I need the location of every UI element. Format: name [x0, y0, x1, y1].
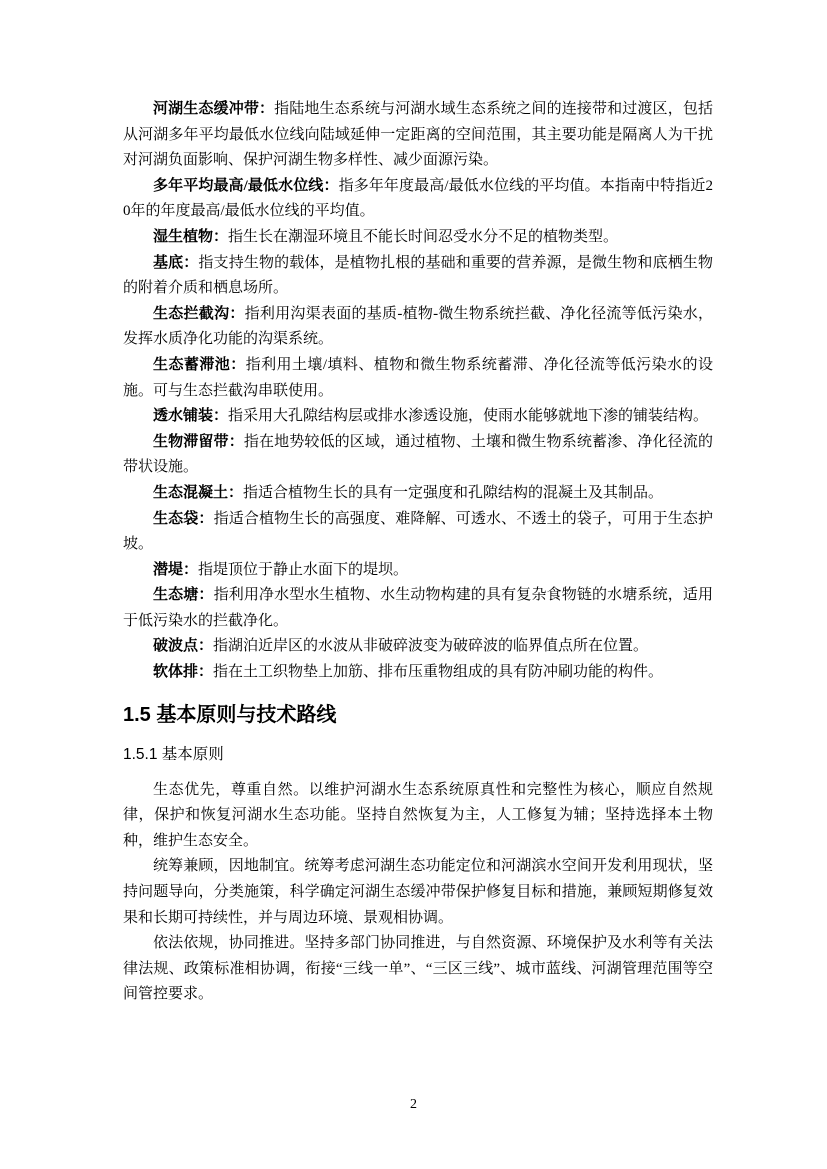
definition-term: 软体排： — [153, 664, 214, 681]
definition-text: 指采用大孔隙结构层或排水渗透设施，使雨水能够就地下渗的铺装结构。 — [228, 408, 709, 425]
definition-term: 生物滞留带： — [153, 433, 244, 450]
definition-paragraph — [123, 174, 713, 225]
definition-term: 生态混凝土： — [153, 484, 244, 501]
principle-paragraph: 依法依规，协同推进。坚持多部门协同推进，与自然资源、环境保护及水利等有关法律法规、政策标准相协调，衔接“三线一单”、“三区三线”、城市蓝线、河湖管理范围等空间管控要求。 — [123, 935, 713, 1003]
definition-paragraph — [123, 251, 713, 302]
definition-paragraph — [123, 97, 713, 174]
principle-paragraph: 统筹兼顾，因地制宜。统筹考虑河湖生态功能定位和河湖滨水空间开发利用现状，坚持问题导向，分类施策，科学确定河湖生态缓冲带保护修复目标和措施，兼顾短期修复效果和长期可持续性，并与周边环境、景观相协调。 — [123, 858, 713, 926]
definition-term: 多年平均最高/最低水位线： — [153, 177, 339, 194]
definition-text: 指利用净水型水生植物、水生动物构建的具有复杂食物链的水塘系统，适用于低污染水的拦截净化。 — [123, 587, 713, 629]
definition-term: 生态袋： — [153, 510, 214, 527]
definition-text: 指利用土壤/填料、植物和微生物系统蓄滞、净化径流等低污染水的设施。可与生态拦截沟串联使用。 — [123, 356, 713, 399]
section-heading: 1.5 基本原则与技术路线 — [123, 703, 337, 726]
definition-paragraph — [123, 302, 713, 353]
definition-paragraph — [123, 353, 713, 404]
page-content — [123, 97, 713, 1008]
definition-term: 生态拦截沟： — [153, 305, 245, 322]
definition-paragraph — [123, 634, 713, 660]
definition-text: 指湖泊近岸区的水波从非破碎波变为破碎波的临界值点所在位置。 — [213, 638, 649, 655]
principles-list — [123, 778, 713, 1008]
definition-term: 河湖生态缓冲带： — [153, 101, 275, 117]
definition-term: 生态蓄滞池： — [153, 356, 246, 373]
definition-paragraph — [123, 507, 713, 558]
definition-paragraph — [123, 430, 713, 481]
definition-paragraph — [123, 660, 713, 686]
definition-text: 指适合植物生长的具有一定强度和孔隙结构的混凝土及其制品。 — [243, 484, 664, 501]
definition-term: 破波点： — [153, 638, 214, 655]
definition-text: 指多年年度最高/最低水位线的平均值。本指南中特指近20年的年度最高/最低水位线的平均值。 — [123, 177, 713, 220]
definition-term: 基底： — [153, 254, 199, 271]
definition-term: 透水铺装： — [153, 408, 229, 425]
definition-term: 生态塘： — [153, 587, 214, 604]
definition-paragraph — [123, 558, 713, 584]
principle-paragraph: 生态优先，尊重自然。以维护河湖水生态系统原真性和完整性为核心，顺应自然规律，保护和恢复河湖水生态功能。坚持自然恢复为主，人工修复为辅；坚持选择本土物种，维护生态安全。 — [123, 781, 713, 849]
definition-text: 指在地势较低的区域，通过植物、土壤和微生物系统蓄渗、净化径流的带状设施。 — [123, 433, 713, 476]
definition-text: 指堤顶位于静止水面下的堤坝。 — [198, 561, 409, 578]
definition-text: 指支持生物的载体，是植物扎根的基础和重要的营养源，是微生物和底栖生物的附着介质和栖息场所。 — [123, 254, 713, 297]
page-number: 2 — [410, 1097, 417, 1112]
definition-text: 指利用沟渠表面的基质-植物-微生物系统拦截、净化径流等低污染水，发挥水质净化功能的沟渠系统。 — [123, 305, 713, 348]
definition-text: 指在土工织物垫上加筋、排布压重物组成的具有防冲刷功能的构件。 — [213, 664, 664, 681]
subsection-heading: 1.5.1 基本原则 — [123, 745, 224, 763]
definition-text: 指陆地生态系统与河湖水域生态系统之间的连接带和过渡区，包括从河湖多年平均最低水位线向陆域延伸一定距离的空间范围，其主要功能是隔离人为干扰对河湖负面影响、保护河湖生物多样性、减少面源污染。 — [123, 101, 713, 169]
definition-text: 指适合植物生长的高强度、难降解、可透水、不透土的袋子，可用于生态护坡。 — [123, 510, 713, 553]
definition-term: 潜堤： — [153, 561, 199, 578]
definition-text: 指生长在潮湿环境且不能长时间忍受水分不足的植物类型。 — [228, 228, 619, 245]
definition-paragraph — [123, 481, 713, 507]
definition-paragraph — [123, 225, 713, 251]
definition-paragraph — [123, 583, 713, 634]
definition-paragraph — [123, 404, 713, 430]
definition-term: 湿生植物： — [153, 228, 229, 245]
definitions-list — [123, 97, 713, 686]
